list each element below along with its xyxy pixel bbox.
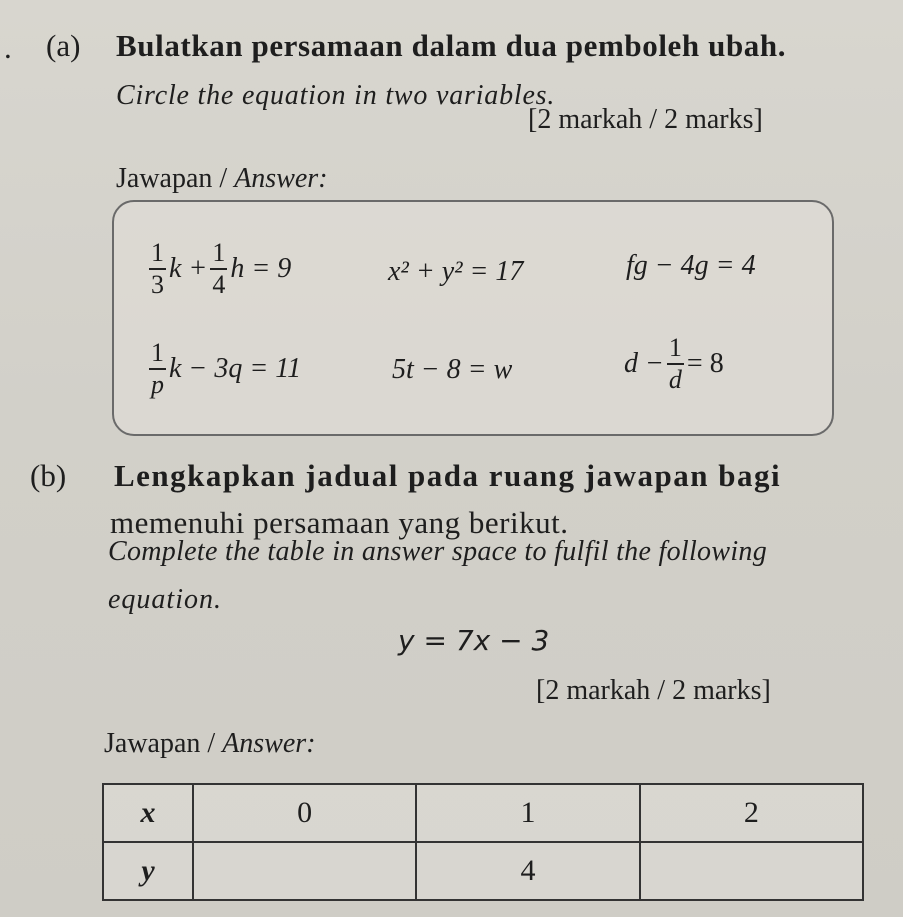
equation-1[interactable] — [146, 240, 291, 298]
equation-6[interactable] — [624, 335, 724, 393]
part-a-label: (a) — [46, 28, 81, 63]
table-row-x — [103, 784, 863, 842]
answer-label-ms: Jawapan / — [116, 163, 235, 194]
part-b-instruction-ms-line1: Lengkapkan jadual pada ruang jawapan bagi — [114, 458, 782, 493]
numerator: 1 — [212, 238, 226, 267]
numerator: 1 — [668, 333, 682, 362]
cell-y-1: 4 — [416, 842, 639, 900]
eq1-term: k + — [169, 253, 208, 284]
part-b-answer-label — [104, 728, 316, 760]
part-a-instruction-ms: Bulatkan persamaan dalam dua pemboleh ubah. — [116, 28, 787, 63]
row-header-x: x — [103, 784, 193, 842]
fraction-one-over-d — [667, 335, 684, 393]
part-b-equation — [398, 624, 549, 657]
equation-4[interactable] — [146, 340, 301, 398]
bullet-dot: . — [4, 30, 12, 65]
cell-x-0: 0 — [193, 784, 416, 842]
denominator: p — [151, 370, 164, 399]
part-a-instruction-en: Circle the equation in two variables. — [116, 80, 556, 111]
eq3-text: fg − 4g = 4 — [626, 250, 756, 281]
eq4-rest: k − 3q = 11 — [169, 353, 302, 384]
eq1-rest: h = 9 — [230, 253, 292, 284]
eq6-lhs: d − — [624, 348, 664, 379]
part-b-instruction-en-line1: Complete the table in answer space to fulfil the following — [108, 536, 768, 567]
part-b-instruction-en-line2: equation. — [108, 584, 222, 615]
numerator: 1 — [151, 338, 164, 367]
table-row-y — [103, 842, 863, 900]
denominator: 3 — [151, 270, 164, 299]
answer-label-en: Answer: — [222, 728, 316, 759]
fraction-one-quarter — [210, 240, 227, 298]
equation-3[interactable] — [626, 250, 756, 282]
eq5-text: 5t − 8 = w — [392, 354, 513, 385]
numerator: 1 — [151, 238, 164, 267]
part-a-marks-text: [2 markah / 2 marks] — [528, 104, 763, 135]
equation-answer-box — [112, 200, 834, 436]
denominator: d — [668, 365, 682, 394]
cell-x-2: 2 — [640, 784, 863, 842]
cell-x-1: 1 — [416, 784, 639, 842]
denominator: 4 — [212, 270, 226, 299]
fraction-one-third — [149, 240, 166, 298]
cell-y-0-answer[interactable] — [193, 842, 416, 900]
answer-label-en: Answer: — [234, 163, 328, 194]
part-b-label: (b) — [30, 458, 67, 493]
equation-5[interactable] — [392, 354, 512, 386]
fraction-one-over-p — [149, 340, 166, 398]
cell-y-2-answer[interactable] — [640, 842, 863, 900]
equation-text: y = 7x − 3 — [398, 624, 550, 657]
part-b-instruction-ms-line2: memenuhi persamaan yang berikut. — [110, 505, 569, 540]
equation-2[interactable] — [388, 256, 523, 288]
row-header-y: y — [103, 842, 193, 900]
part-a-marks — [528, 104, 763, 136]
eq6-rhs: = 8 — [686, 348, 724, 379]
eq2-text: x² + y² = 17 — [388, 256, 524, 287]
part-b-marks: [2 markah / 2 marks] — [536, 675, 771, 706]
part-a-answer-label — [116, 163, 328, 195]
xy-value-table — [102, 783, 864, 901]
answer-label-ms: Jawapan / — [104, 728, 223, 759]
